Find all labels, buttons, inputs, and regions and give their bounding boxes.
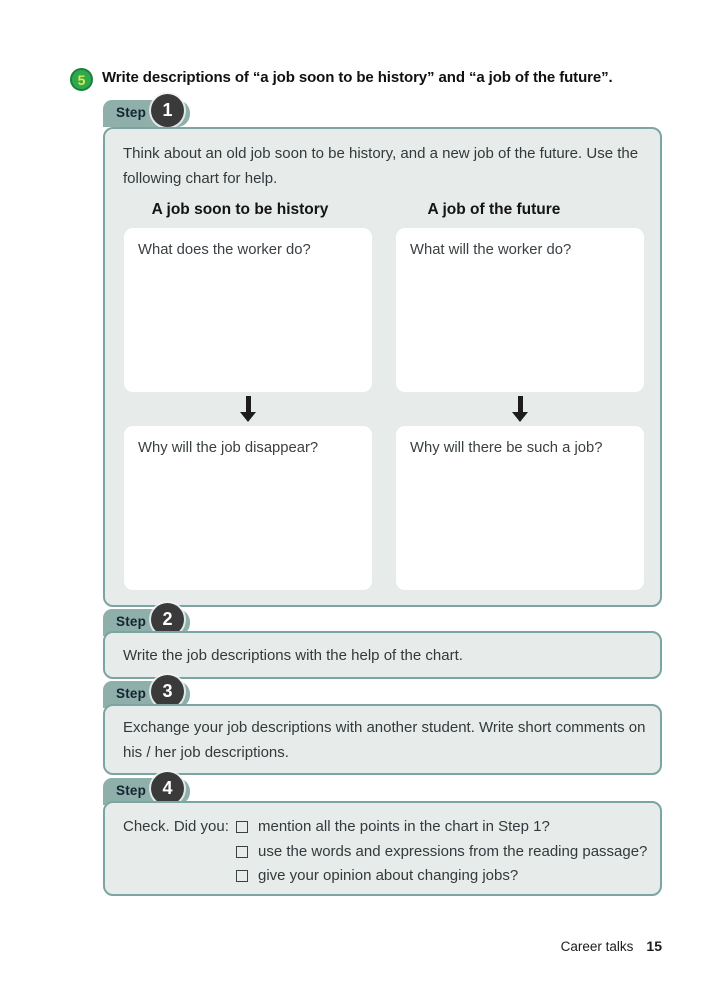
- page-footer: [561, 938, 662, 954]
- checklist-item-text: use the words and expressions from the reading passage?: [258, 842, 648, 860]
- exercise-title: Write descriptions of “a job soon to be history” and “a job of the future”.: [102, 69, 613, 86]
- checkbox-icon[interactable]: [236, 821, 248, 833]
- footer-page-number: 15: [646, 938, 662, 954]
- chart-column-header-history: A job soon to be history: [151, 201, 329, 218]
- step-1-instructions: Think about an old job soon to be history, and a new job of the future. Use the following chart for help.: [123, 145, 639, 187]
- step-label: Step: [116, 105, 147, 120]
- chart-box-prompt: What will the worker do?: [410, 242, 572, 258]
- chart-box-future-what: [396, 228, 644, 392]
- step-4-checklist: [123, 815, 653, 889]
- chart-box-prompt: What does the worker do?: [138, 242, 311, 258]
- checklist-item-text: mention all the points in the chart in Step 1?: [258, 818, 550, 835]
- checklist-row: [123, 815, 653, 840]
- chart-box-prompt: Why will the job disappear?: [138, 440, 319, 456]
- checklist-row: [123, 864, 653, 889]
- down-arrow-icon: [512, 396, 528, 422]
- chart-column-header-future: A job of the future: [427, 201, 561, 218]
- step-number-circle: 2: [151, 603, 184, 636]
- checklist-item-text: give your opinion about changing jobs?: [258, 867, 519, 884]
- step-number-circle: 4: [151, 772, 184, 805]
- step-number-circle: 3: [151, 675, 184, 708]
- step-3-instructions: Exchange your job descriptions with another student. Write short comments on his / her job descriptions.: [123, 719, 646, 761]
- exercise-number-badge: [70, 68, 93, 91]
- checkbox-icon[interactable]: [236, 870, 248, 882]
- step-3-panel: [103, 704, 662, 775]
- step-2-panel: [103, 631, 662, 679]
- checkbox-icon[interactable]: [236, 846, 248, 858]
- chart-box-history-why: [124, 426, 372, 590]
- step-number-circle: 1: [151, 94, 184, 127]
- chart-box-prompt: Why will there be such a job?: [410, 440, 603, 456]
- step-4-panel: [103, 801, 662, 896]
- step-2-instructions: Write the job descriptions with the help of the chart.: [123, 647, 463, 664]
- exercise-number: 5: [77, 71, 86, 88]
- chart-box-history-what: [124, 228, 372, 392]
- checklist-prefix: Check. Did you:: [123, 818, 229, 835]
- step-1-panel: [103, 127, 662, 607]
- step-label: Step: [116, 783, 147, 798]
- footer-section-title: Career talks: [560, 939, 634, 954]
- step-label: Step: [116, 614, 147, 629]
- step-1-tab: [103, 100, 190, 127]
- exercise-header: [70, 67, 613, 91]
- down-arrow-icon: [240, 396, 256, 422]
- step-label: Step: [116, 686, 147, 701]
- checklist-row: [123, 840, 653, 865]
- chart-box-future-why: [396, 426, 644, 590]
